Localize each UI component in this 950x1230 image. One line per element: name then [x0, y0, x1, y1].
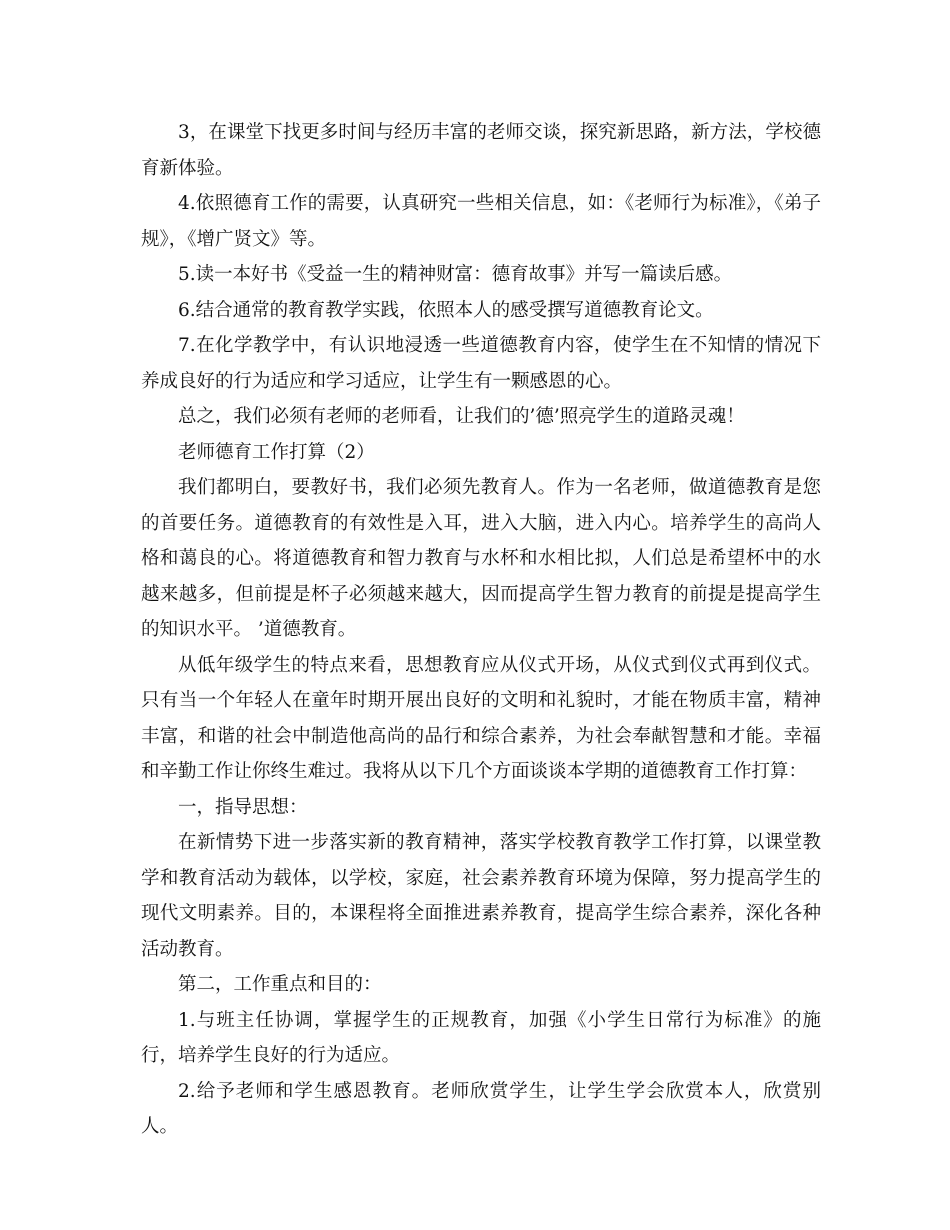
section-heading: 一，指导思想： [178, 796, 308, 818]
paragraph: 在新情势下进一步落实新的教育精神，落实学校教育教学工作打算，以课堂教学和教育活动为载体，以学校，家庭，社会素养教育环境为保障，努力提高学生的现代文明素养。目的，本课程将全面推进素养教育，提高学生综合素养，深化各种活动教育。 [141, 832, 821, 960]
paragraph: 3，在课堂下找更多时间与经历丰富的老师交谈，探究新思路，新方法，学校德育新体验。 [141, 122, 821, 179]
paragraph: 4.依照德育工作的需要，认真研究一些相关信息，如：《老师行为标准》，《弟子规》，《增广贤文》等。 [141, 193, 821, 250]
paragraph: 从低年级学生的特点来看，思想教育应从仪式开场，从仪式到仪式再到仪式。只有当一个年轻人在童年时期开展出良好的文明和礼貌时，才能在物质丰富，精神丰富，和谐的社会中制造他高尚的品行和综合素养，为社会奉献智慧和才能。幸福和辛勤工作让你终生难过。我将从以下几个方面谈谈本学期的道德教育工作打算： [141, 654, 821, 782]
document-body [141, 115, 821, 1145]
paragraph: 6.结合通常的教育教学实践，依照本人的感受撰写道德教育论文。 [178, 299, 714, 321]
paragraph: 总之，我们必须有老师的老师看，让我们的’德’照亮学生的道路灵魂！ [178, 406, 745, 427]
paragraph: 5.读一本好书《受益一生的精神财富：德育故事》并写一篇读后感。 [178, 264, 733, 285]
paragraph: 7.在化学教学中，有认识地浸透一些道德教育内容，使学生在不知情的情况下养成良好的行为适应和学习适应，让学生有一颗感恩的心。 [141, 335, 821, 392]
section-heading: 第二，工作重点和目的： [178, 974, 382, 995]
paragraph: 2.给予老师和学生感恩教育。老师欣赏学生，让学生学会欣赏本人，欣赏别人。 [141, 1080, 821, 1137]
paragraph: 我们都明白，要教好书，我们必须先教育人。作为一名老师，做道德教育是您的首要任务。道德教育的有效性是入耳，进入大脑，进入内心。培养学生的高尚人格和蔼良的心。将道德教育和智力教育与水杯和水相比拟，人们总是希望杯中的水越来越多，但前提是杯子必须越来越大，因而提高学生智力教育的前提是提高学生的知识水平。 ’道德教育。 [141, 477, 821, 640]
section-heading: 老师德育工作打算（2） [178, 441, 375, 463]
paragraph: 1.与班主任协调，掌握学生的正规教育，加强《小学生日常行为标准》的施行，培养学生良好的行为适应。 [141, 1009, 821, 1066]
